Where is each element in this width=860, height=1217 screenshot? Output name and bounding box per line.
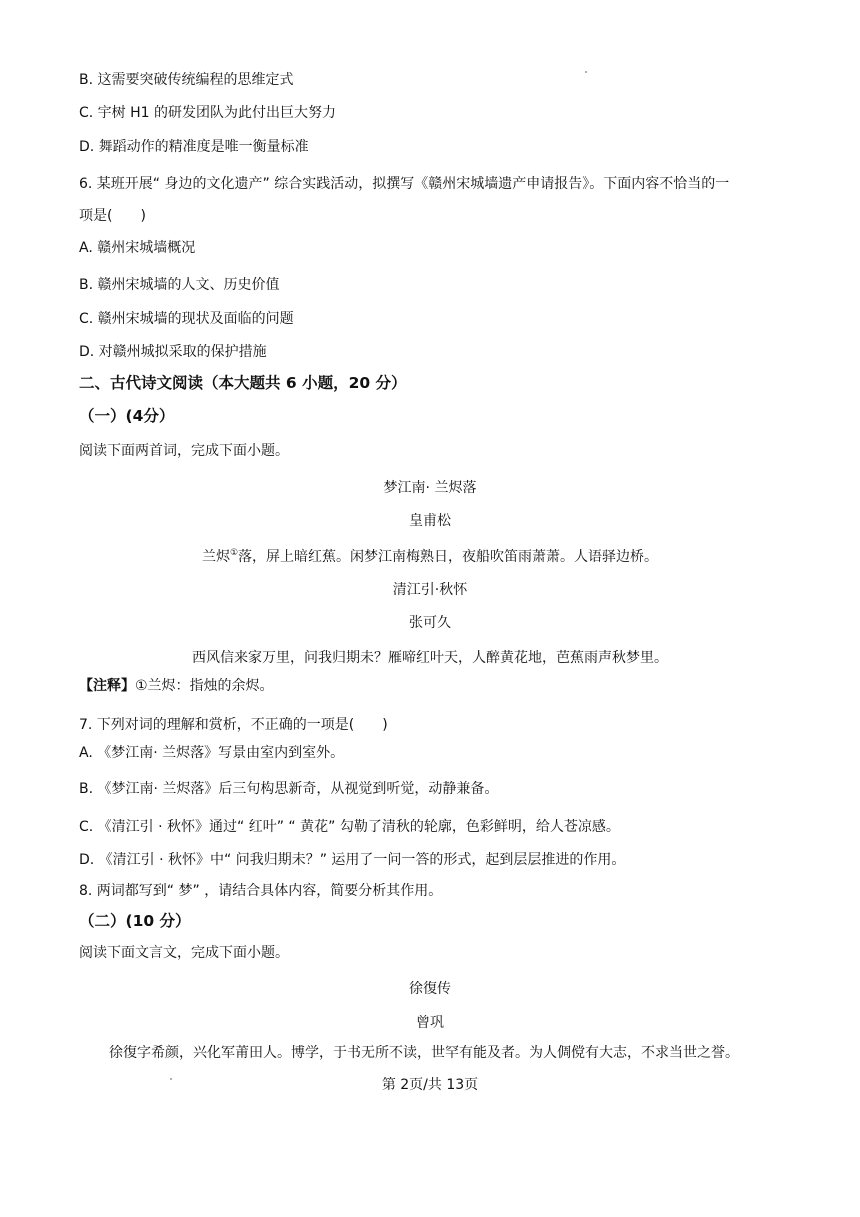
q7-option-c: C. 《清江引 · 秋怀》通过“ 红叶” “ 黄花” 勾勒了清秋的轮廓，色彩鲜明，给人苍凉感。 bbox=[79, 819, 620, 835]
q6-stem-line2: 项是( ) bbox=[79, 208, 146, 224]
q6-option-a: A. 赣州宋城墙概况 bbox=[79, 240, 196, 256]
q6-option-c: C. 赣州宋城墙的现状及面临的问题 bbox=[79, 311, 294, 327]
poem2-text: 西风信来家万里，问我归期未？雁啼红叶天，人醉黄花地，芭蕉雨声秋梦里。 bbox=[192, 650, 668, 666]
q5-option-b: B. 这需要突破传统编程的思维定式 bbox=[79, 72, 294, 88]
prose-author: 曾巩 bbox=[416, 1015, 444, 1031]
q6-stem-line1: 6. 某班开展“ 身边的文化遗产” 综合实践活动，拟撰写《赣州宋城墙遗产申请报告》。下面内容不恰当的一 bbox=[79, 176, 730, 192]
prose-first-line: 徐復字希颜，兴化军莆田人。博学，于书无所不读，世罕有能及者。为人倜傥有大志，不求当世之誉。 bbox=[109, 1045, 739, 1061]
poem2-title: 清江引·秋怀 bbox=[392, 582, 468, 598]
poem1-text-rest: 落，屏上暗红蕉。闲梦江南梅熟日，夜船吹笛雨萧萧。人语驿边桥。 bbox=[238, 549, 659, 565]
scan-speck bbox=[585, 71, 587, 73]
annotation bbox=[79, 676, 274, 696]
section-heading: 二、古代诗文阅读（本大题共 6 小题，20 分） bbox=[79, 374, 407, 392]
part1-intro: 阅读下面两首词，完成下面小题。 bbox=[79, 443, 289, 459]
q7-option-d: D. 《清江引 · 秋怀》中“ 问我归期未？” 运用了一问一答的形式，起到层层推进的作用。 bbox=[79, 852, 626, 868]
part2-heading: （二）(10 分） bbox=[79, 912, 191, 930]
q5-option-d: D. 舞蹈动作的精准度是唯一衡量标准 bbox=[79, 139, 309, 155]
q8-stem: 8. 两词都写到“ 梦” ，请结合具体内容，简要分析其作用。 bbox=[79, 883, 443, 899]
annotation-label: 【注释】 bbox=[79, 678, 135, 694]
q7-option-a: A. 《梦江南· 兰烬落》写景由室内到室外。 bbox=[79, 745, 345, 761]
q7-stem: 7. 下列对词的理解和赏析，不正确的一项是( ) bbox=[79, 717, 388, 733]
annotation-text: ①兰烬：指烛的余烬。 bbox=[135, 678, 274, 694]
part1-heading: （一）(4分） bbox=[79, 407, 175, 425]
poem1-text bbox=[0, 543, 860, 567]
poem1-text-start: 兰烬 bbox=[201, 549, 230, 565]
note-marker: ① bbox=[229, 548, 239, 558]
page-footer: 第 2页/共 13页 bbox=[381, 1077, 479, 1093]
q7-option-b: B. 《梦江南· 兰烬落》后三句构思新奇，从视觉到听觉，动静兼备。 bbox=[79, 781, 499, 797]
q5-option-c: C. 宇树 H1 的研发团队为此付出巨大努力 bbox=[79, 105, 337, 121]
poem1-author: 皇甫松 bbox=[409, 513, 451, 529]
poem1-title: 梦江南· 兰烬落 bbox=[383, 480, 477, 496]
prose-title: 徐復传 bbox=[409, 981, 451, 997]
q6-option-d: D. 对赣州城拟采取的保护措施 bbox=[79, 344, 267, 360]
q6-option-b: B. 赣州宋城墙的人文、历史价值 bbox=[79, 277, 280, 293]
poem2-author: 张可久 bbox=[409, 615, 451, 631]
part2-intro: 阅读下面文言文，完成下面小题。 bbox=[79, 945, 289, 961]
